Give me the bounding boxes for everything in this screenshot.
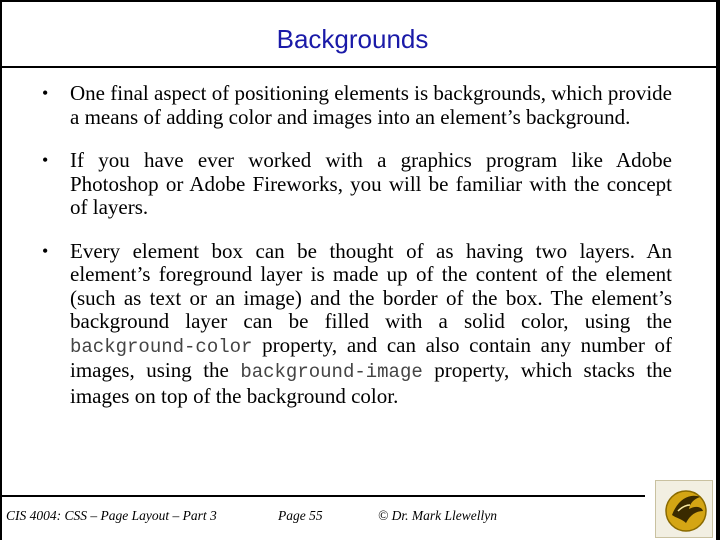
frame-left bbox=[0, 0, 2, 540]
code-background-color: background-color bbox=[70, 335, 253, 358]
logo-graphic bbox=[656, 481, 712, 537]
frame-top bbox=[0, 0, 720, 2]
bullet-text-part: Every element box can be thought of as having two layers. An element’s foreground layer is made up of the content of the element (such as text or an image) and the border of the box. The element’s background layer can be filled with a solid color, using the bbox=[70, 238, 672, 333]
slide-title: Backgrounds bbox=[276, 24, 429, 54]
bullet-text-part: property, and can also contain any number of images, using the bbox=[70, 332, 672, 382]
bullet-text: If you have ever worked with a graphics program like Adobe Photoshop or Adobe Fireworks, you will be familiar with the concept of layers. bbox=[70, 148, 672, 219]
code-background-image: background-image bbox=[240, 361, 423, 383]
bullet-dot: • bbox=[42, 150, 49, 170]
bullet-dot: • bbox=[42, 240, 49, 261]
ucf-pegasus-logo-icon bbox=[655, 480, 713, 538]
footer-page-number: Page 55 bbox=[278, 508, 323, 523]
bullet-text-part: property, which stacks the images on top of the background color. bbox=[70, 358, 672, 408]
bullet-item bbox=[42, 82, 672, 129]
bullet-list bbox=[42, 82, 672, 428]
footer-author: © Dr. Mark Llewellyn bbox=[378, 508, 497, 523]
footer-course: CIS 4004: CSS – Page Layout – Part 3 bbox=[6, 508, 217, 523]
footer-divider bbox=[0, 495, 645, 497]
bullet-text: One final aspect of positioning elements is backgrounds, which provide a means of adding color and images into an element’s background. bbox=[70, 81, 672, 129]
frame-right bbox=[716, 0, 720, 540]
title-divider bbox=[0, 66, 720, 68]
bullet-item bbox=[42, 240, 672, 409]
bullet-item bbox=[42, 149, 672, 220]
bullet-dot: • bbox=[42, 83, 49, 103]
